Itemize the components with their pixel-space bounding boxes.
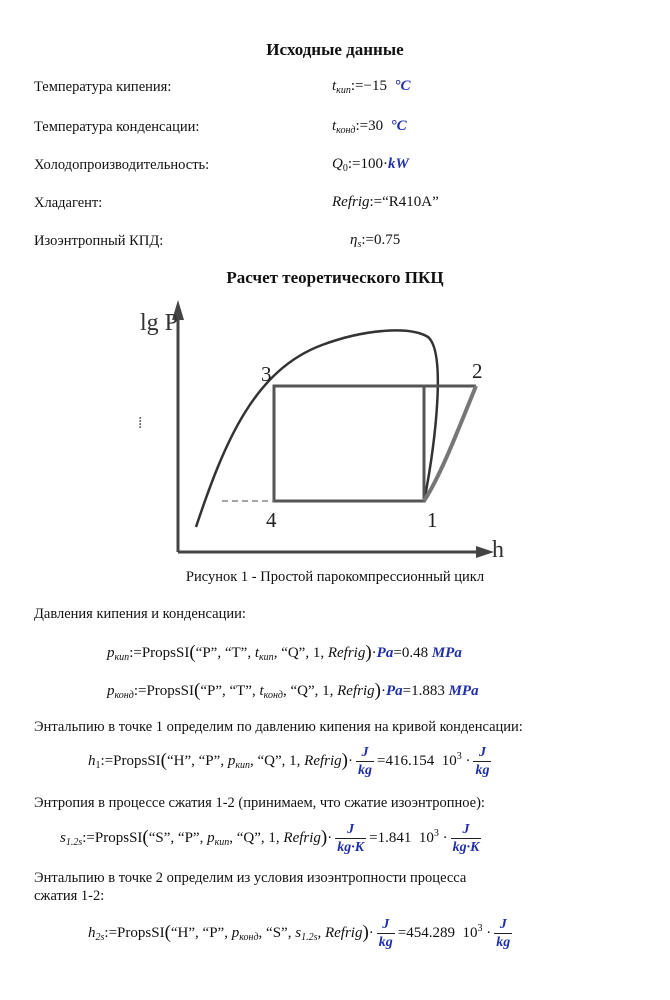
eq-h2s[interactable]: $h_{2s}:=PropsSI(“H$”, “P”, $p_{конд}$, “S”, $s_{1.2s}$, Refrig)· $\frac{J}{kg}$ =454.289 $10^3$ · $\frac{J}{kg}$ (88, 917, 511, 950)
eq-s12[interactable]: $s_{1.2s}:=PropsSI(“S$”, “P”, $p_{кип}$, “Q”, 1, Refrig)· $\frac{J}{kg\cdot K}$ =1.841 $10^3$ · $\frac{J}{kg\cdot K}$ (60, 822, 480, 855)
input-t-kond[interactable]: $t_{конд}:=30$ °C (332, 118, 407, 136)
h1-text: Энтальпию в точке 1 определим по давлению кипения на кривой конденсации: (34, 719, 523, 735)
y-axis-label: lg P (140, 310, 179, 336)
label-refrig: Хладагент: (34, 195, 103, 211)
section-title: Расчет теоретического ПКЦ (226, 268, 444, 287)
eq-h1[interactable]: $h_1:=PropsSI(“H$”, “P”, $p_{кип}$, “Q”, 1, Refrig)· $\frac{J}{kg}$ =416.154 $10^3$ · $\frac{J}{kg}$ (88, 745, 490, 778)
x-axis-label: h (492, 537, 504, 563)
h2-text-line1: Энтальпию в точке 2 определим из условия изоэнтропности процесса (34, 870, 467, 886)
cycle-rectangle (274, 386, 424, 501)
input-q0[interactable]: $Q_0:=100\cdot kW$ (332, 156, 409, 174)
point-3-label: 3 (261, 362, 272, 386)
page-title: Исходные данные (266, 40, 404, 59)
s12-text: Энтропия в процессе сжатия 1-2 (принимаем, что сжатие изоэнтропное): (34, 795, 485, 811)
label-eta: Изоэнтропный КПД: (34, 233, 164, 249)
label-t-kond: Температура конденсации: (34, 119, 200, 135)
point-2-label: 2 (472, 359, 483, 383)
eq-p-kip[interactable]: $p_{кип}:=PropsSI(“P$”, “T”, $t_{кип}$, “Q”, 1, Refrig)·Pa=0.48 MPa (107, 642, 462, 663)
input-refrig[interactable]: Refrig:=“R410A” (332, 194, 439, 210)
compression-line (424, 386, 476, 501)
lgp-h-diagram (0, 295, 670, 570)
label-t-kip: Температура кипения: (34, 79, 172, 95)
saturation-dome (196, 330, 438, 527)
point-1-label: 1 (427, 508, 438, 532)
input-t-kip[interactable]: $t_{кип}:=-15$ °C (332, 78, 411, 96)
pressure-text: Давления кипения и конденсации: (34, 606, 246, 622)
label-q0: Холодопроизводительность: (34, 157, 210, 173)
eq-p-kond[interactable]: $p_{конд}:=PropsSI(“P$”, “T”, $t_{конд}$, “Q”, 1, Refrig)·Pa=1.883 MPa (107, 680, 479, 701)
text-cursor: ⁞ (138, 415, 143, 432)
h2-text-line2: сжатия 1-2: (34, 888, 105, 904)
point-4-label: 4 (266, 508, 277, 532)
input-eta[interactable]: $\eta_s:=0.75$ (350, 232, 401, 250)
figure-caption: Рисунок 1 - Простой парокомпрессионный цикл (185, 569, 485, 585)
